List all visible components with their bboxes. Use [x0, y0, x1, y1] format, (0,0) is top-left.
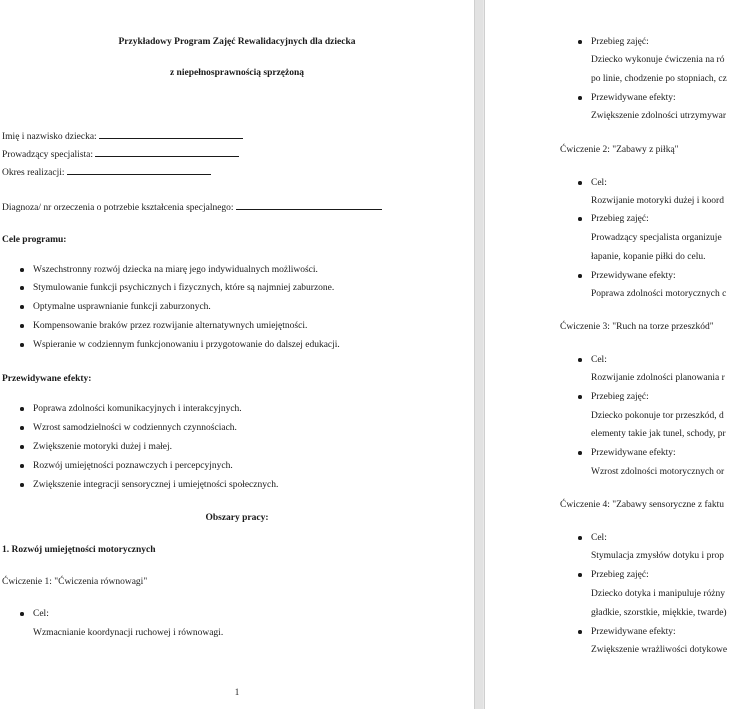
goal-item: Optymalne usprawnianie funkcji zaburzonych. — [33, 302, 211, 312]
ex4-goal-label: Cel: — [591, 533, 607, 543]
document-page-2 — [484, 0, 750, 709]
field-period — [2, 166, 211, 179]
exercise-3-title: Ćwiczenie 3: "Ruch na torze przeszkód" — [560, 322, 714, 332]
field-diagnosis-blank — [236, 201, 382, 210]
page-gap — [475, 0, 483, 709]
field-specialist-blank — [95, 148, 239, 157]
effects-heading: Przewidywane efekty: — [2, 374, 92, 384]
exercise-1-goal-label: Cel: — [33, 609, 49, 619]
ex4-course-text-1: Dziecko dotyka i manipuluje różny — [591, 589, 726, 599]
goal-item: Wspieranie w codziennym funkcjonowaniu i przygotowanie do dalszej edukacji. — [33, 340, 340, 350]
ex1-course-text-2: po linie, chodzenie po stopniach, cz — [591, 74, 727, 84]
ex1-course-label: Przebieg zajęć: — [591, 37, 649, 47]
ex1-effects-label: Przewidywane efekty: — [591, 93, 676, 103]
ex4-effects-text: Zwiększenie wrażliwości dotykowe — [591, 645, 728, 655]
goal-item: Kompensowanie braków przez rozwijanie alternatywnych umiejętności. — [33, 321, 308, 331]
ex2-course-label: Przebieg zajęć: — [591, 214, 649, 224]
exercise-4-title: Ćwiczenie 4: "Zabawy sensoryczne z faktu — [560, 500, 724, 510]
field-child-name-blank — [99, 130, 243, 139]
effect-item: Zwiększenie integracji sensorycznej i umiejętności społecznych. — [33, 480, 279, 490]
areas-heading: Obszary pracy: — [205, 513, 269, 523]
field-period-label: Okres realizacji: — [2, 168, 65, 178]
ex3-effects-label: Przewidywane efekty: — [591, 448, 676, 458]
effect-item: Poprawa zdolności komunikacyjnych i interakcyjnych. — [33, 404, 242, 414]
ex3-course-label: Przebieg zajęć: — [591, 392, 649, 402]
ex3-goal-label: Cel: — [591, 355, 607, 365]
exercise-2-title: Ćwiczenie 2: "Zabawy z piłką" — [560, 145, 679, 155]
exercise-1-title: Ćwiczenie 1: "Ćwiczenia równowagi" — [2, 577, 148, 587]
field-diagnosis-label: Diagnoza/ nr orzeczenia o potrzebie kształcenia specjalnego: — [2, 203, 234, 213]
ex1-effects-text: Zwiększenie zdolności utrzymywar — [591, 111, 727, 121]
ex4-course-label: Przebieg zajęć: — [591, 570, 649, 580]
page-number: 1 — [234, 687, 240, 697]
ex3-effects-text: Wzrost zdolności motorycznych or — [591, 467, 725, 477]
ex1-course-text-1: Dziecko wykonuje ćwiczenia na ró — [591, 55, 725, 65]
ex3-course-text-1: Dziecko pokonuje tor przeszkód, d — [591, 411, 724, 421]
field-period-blank — [67, 166, 211, 175]
effect-item: Rozwój umiejętności poznawczych i percepcyjnych. — [33, 461, 233, 471]
effect-item: Zwiększenie motoryki dużej i małej. — [33, 442, 173, 452]
ex2-goal-label: Cel: — [591, 178, 607, 188]
ex2-effects-label: Przewidywane efekty: — [591, 271, 676, 281]
field-child-name-label: Imię i nazwisko dziecka: — [2, 132, 97, 142]
goal-item: Stymulowanie funkcji psychicznych i fizycznych, które są najmniej zaburzone. — [33, 283, 335, 293]
field-diagnosis — [2, 201, 382, 214]
exercise-1-goal-text: Wzmacnianie koordynacji ruchowej i równowagi. — [33, 628, 224, 638]
document-title-line-2: z niepełnosprawnością sprzężoną — [169, 68, 305, 78]
ex3-course-text-2: elementy takie jak tunel, schody, pr — [591, 429, 726, 439]
effect-item: Wzrost samodzielności w codziennych czynnościach. — [33, 423, 237, 433]
section-1-heading: 1. Rozwój umiejętności motorycznych — [2, 545, 156, 555]
ex2-course-text-1: Prowadzący specjalista organizuje — [591, 233, 722, 243]
ex4-goal-text: Stymulacja zmysłów dotyku i prop — [591, 551, 724, 561]
ex2-goal-text: Rozwijanie motoryki dużej i koord — [591, 196, 724, 206]
goal-item: Wszechstronny rozwój dziecka na miarę jego indywidualnych możliwości. — [33, 265, 318, 275]
goals-heading: Cele programu: — [2, 235, 67, 245]
ex3-goal-text: Rozwijanie zdolności planowania r — [591, 373, 725, 383]
ex4-course-text-2: gładkie, szorstkie, miękkie, twarde) — [591, 608, 727, 618]
field-specialist-label: Prowadzący specjalista: — [2, 150, 94, 160]
ex2-course-text-2: łapanie, kopanie piłki do celu. — [591, 252, 706, 262]
document-title-line-1: Przykładowy Program Zajęć Rewalidacyjnych dla dziecka — [118, 37, 356, 47]
ex2-effects-text: Poprawa zdolności motorycznych c — [591, 289, 727, 299]
field-specialist — [2, 148, 239, 161]
field-child-name — [2, 130, 243, 143]
ex4-effects-label: Przewidywane efekty: — [591, 627, 676, 637]
